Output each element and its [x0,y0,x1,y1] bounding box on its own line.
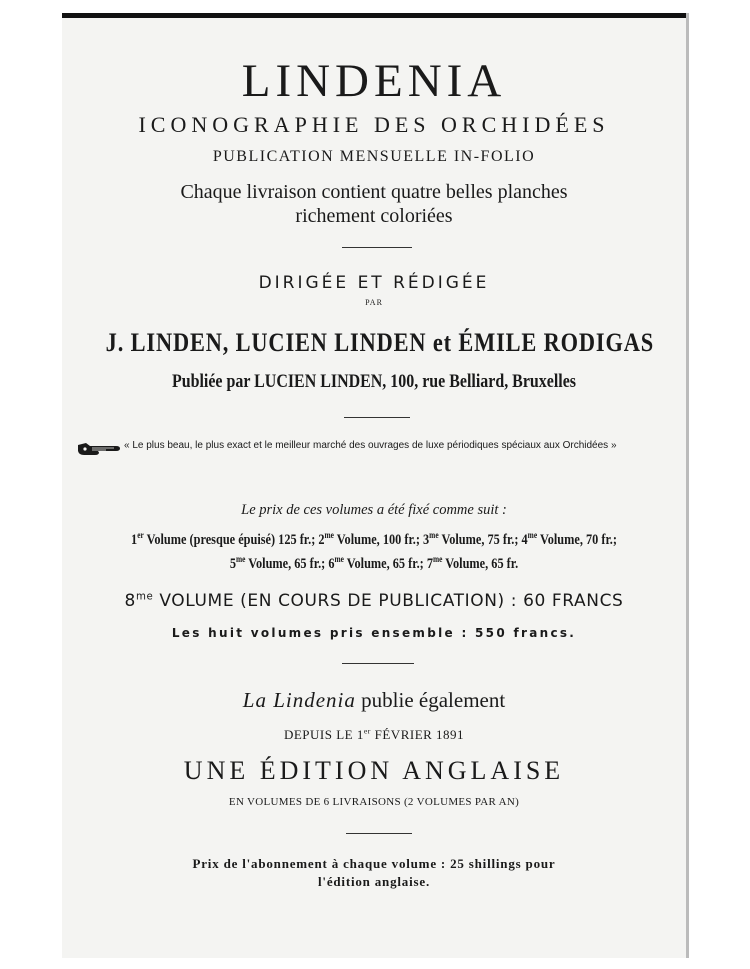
english-edition-date: DEPUIS LE 1er FÉVRIER 1891 [283,726,465,742]
english-edition-volumes: EN VOLUMES DE 6 LIVRAISONS (2 VOLUMES PAR AN) [228,796,520,808]
publication-frequency: PUBLICATION MENSUELLE IN-FOLIO [212,148,536,165]
subscription-price-line-1: Prix de l'abonnement à chaque volume : 25 shillings pour [192,856,556,871]
divider-rule [344,417,410,418]
divider-rule [342,663,414,664]
description-line-1: Chaque livraison contient quatre belles planches [180,181,568,203]
quote-row [70,439,684,459]
divider-rule [342,247,412,248]
pointing-hand-icon [76,440,124,458]
subscription-price-line-2: l'édition anglaise. [318,874,430,889]
volume-prices-line-1: 1er Volume (presque épuisé) 125 fr.; $2^{me}$ Volume, 100 fr.; $3^{me}$ Volume, 75 fr.; $4^{me}$ Volume, 70 fr.; [131,530,617,548]
promotional-quote: « Le plus beau, le plus exact et le meilleur marché des ouvrages de luxe périodiques spéciaux aux Orchidées » [124,440,617,451]
english-edition-intro: La Lindenia publie également [242,688,506,712]
editors-heading: DIRIGÉE ET RÉDIGÉE [258,273,490,293]
volume-prices-line-2: $5^{me}$ Volume, 65 fr.; $6^{me}$ Volume, 65 fr.; $7^{me}$ Volume, 65 fr. [229,554,519,572]
english-edition-heading: UNE ÉDITION ANGLAISE [183,756,565,785]
editors-par: PAR [365,298,383,307]
publisher-line: Publiée par LUCIEN LINDEN, 100, rue Belliard, Bruxelles [171,371,577,392]
description-line-2: richement coloriées [295,205,453,227]
divider-rule [346,833,412,834]
page-edge-shadow [686,13,689,958]
editors-names: J. LINDEN, LUCIEN LINDEN et ÉMILE RODIGAS [105,328,655,357]
publication-subtitle: ICONOGRAPHIE DES ORCHIDÉES [138,112,610,137]
current-volume-price: $8^{me}$ VOLUME (EN COURS DE PUBLICATION) : 60 FRANCS [124,591,624,611]
price-intro: Le prix de ces volumes a été fixé comme suit : [241,502,507,518]
publication-title: LINDENIA [241,55,507,107]
all-volumes-price: Les huit volumes pris ensemble : 550 francs. [171,626,577,640]
